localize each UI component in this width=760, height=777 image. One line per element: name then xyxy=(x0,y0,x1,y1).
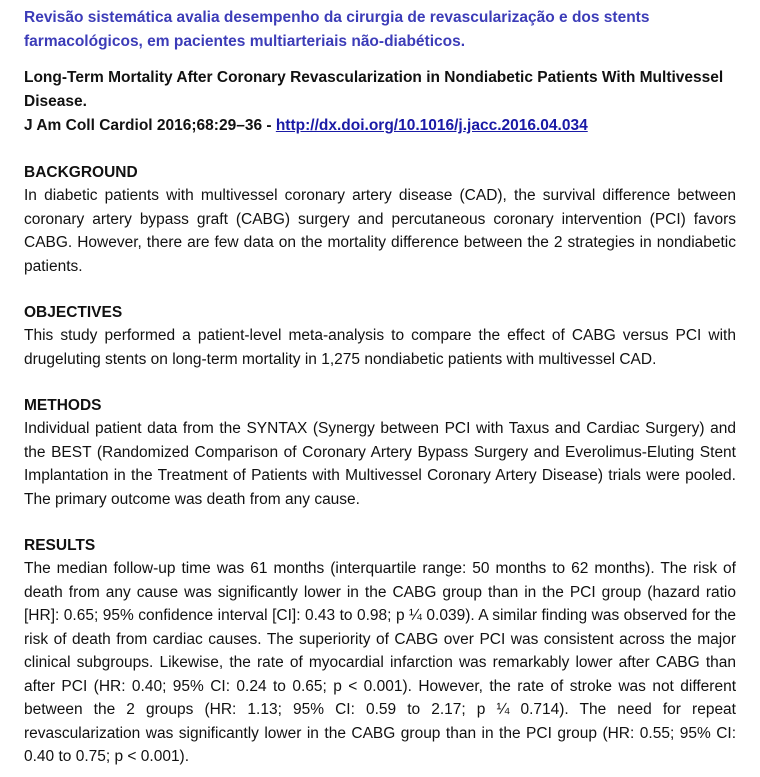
section-heading-methods: METHODS xyxy=(24,397,102,414)
journal-reference: J Am Coll Cardiol 2016;68:29–36 - xyxy=(24,117,276,134)
doi-link[interactable]: http://dx.doi.org/10.1016/j.jacc.2016.04.034 xyxy=(275,117,588,134)
article-title: Long-Term Mortality After Coronary Revascularization in Nondiabetic Patients With Multivessel Disease. xyxy=(24,69,724,110)
headline: Revisão sistemática avalia desempenho da cirurgia de revascularização e dos stents farmacológicos, em pacientes multiarteriais não-diabéticos. xyxy=(24,9,650,50)
section-body-results: The median follow-up time was 61 months (interquartile range: 50 months to 62 months). The risk of death from any cause was significantly lower in the CABG group than in the PCI group (hazard ratio [HR]: 0.65; 95% confidence interval [CI]: 0.43 to 0.98; p ¼ 0.039). A similar finding was observed for the risk of death from cardiac causes. The superiority of CABG over PCI was consistent across the major clinical subgroups. Likewise, the rate of myocardial infarction was remarkably lower after CABG than after PCI (HR: 0.40; 95% CI: 0.24 to 0.65; p < 0.001). However, the rate of stroke was not different between the 2 groups (HR: 1.13; 95% CI: 0.59 to 2.17; p ¼ 0.714). The need for repeat revascularization was significantly lower in the CABG group than in the PCI group (HR: 0.55; 95% CI: 0.40 to 0.75; p < 0.001). xyxy=(24,560,736,765)
section-results xyxy=(24,534,736,769)
section-body-background: In diabetic patients with multivessel coronary artery disease (CAD), the survival difference between coronary artery bypass graft (CABG) surgery and percutaneous coronary intervention (PCI) favors CABG. However, there are few data on the mortality difference between the 2 strategies in nondiabetic patients. xyxy=(24,187,736,275)
section-background xyxy=(24,161,736,278)
section-heading-results: RESULTS xyxy=(24,537,96,554)
section-methods xyxy=(24,394,736,511)
section-body-objectives: This study performed a patient-level meta-analysis to compare the effect of CABG versus PCI with drugeluting stents on long-term mortality in 1,275 nondiabetic patients with multivessel CAD. xyxy=(24,327,736,368)
citation xyxy=(24,114,736,138)
section-body-methods: Individual patient data from the SYNTAX (Synergy between PCI with Taxus and Cardiac Surgery) and the BEST (Randomized Comparison of Coronary Artery Bypass Surgery and Everolimus-Eluting Stent Implantation in the Treatment of Patients with Multivessel Coronary Artery Disease) trials were pooled. The primary outcome was death from any cause. xyxy=(24,420,736,508)
section-heading-background: BACKGROUND xyxy=(24,164,138,181)
section-heading-objectives: OBJECTIVES xyxy=(24,304,123,321)
section-objectives xyxy=(24,301,736,371)
